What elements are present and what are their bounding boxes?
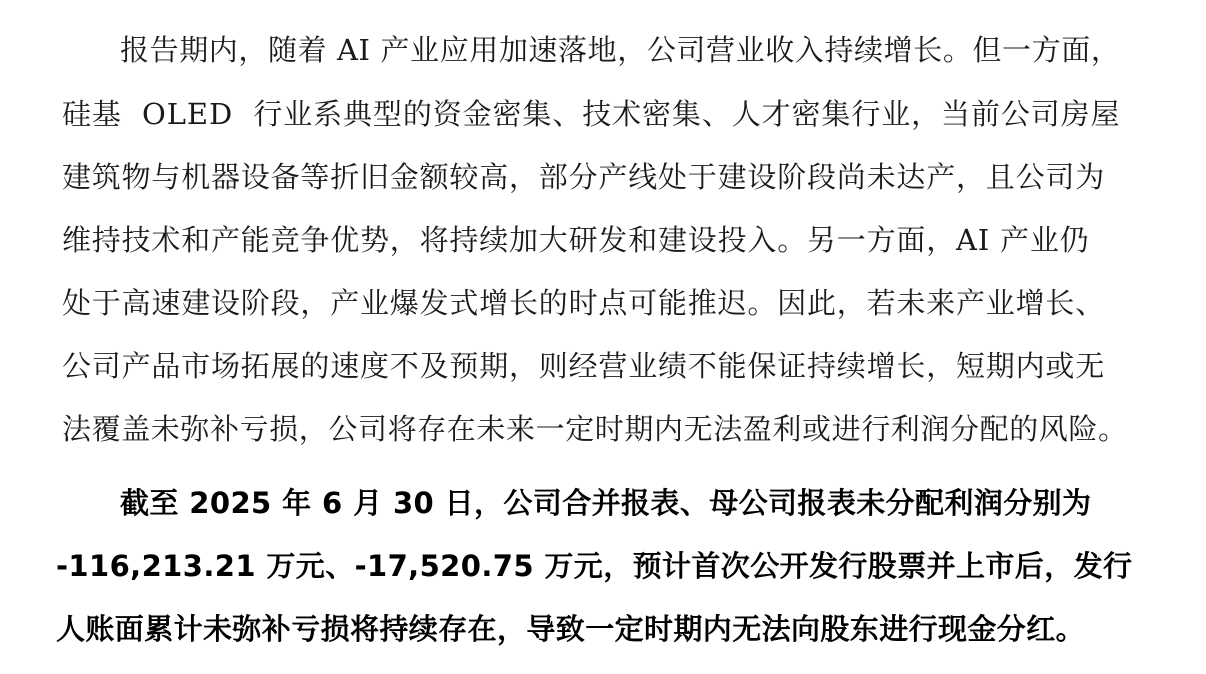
paragraph-line: 截至 2025 年 6 月 30 日，公司合并报表、母公司报表未分配利润分别为 [120, 486, 1092, 520]
paragraph-line: -116,213.21 万元、-17,520.75 万元，预计首次公开发行股票并上市后，发行 [56, 549, 1133, 583]
paragraph-line: 建筑物与机器设备等折旧金额较高，部分产线处于建设阶段尚未达产，且公司为 [62, 160, 1106, 194]
paragraph-line: 维持技术和产能竞争优势，将持续加大研发和建设投入。另一方面，AI 产业仍 [62, 223, 1090, 257]
paragraph-line: 硅基 OLED 行业系典型的资金密集、技术密集、人才密集行业，当前公司房屋 [62, 97, 1121, 131]
paragraph-line: 处于高速建设阶段，产业爆发式增长的时点可能推迟。因此，若未来产业增长、 [62, 286, 1106, 320]
paragraph-line: 报告期内，随着 AI 产业应用加速落地，公司营业收入持续增长。但一方面， [120, 33, 1121, 67]
paragraph-line: 人账面累计未弥补亏损将持续存在，导致一定时期内无法向股东进行现金分红。 [56, 612, 1086, 646]
paragraph-line: 公司产品市场拓展的速度不及预期，则经营业绩不能保证持续增长，短期内或无 [62, 349, 1106, 383]
paragraph-line: 法覆盖未弥补亏损，公司将存在未来一定时期内无法盈利或进行利润分配的风险。 [62, 412, 1128, 446]
